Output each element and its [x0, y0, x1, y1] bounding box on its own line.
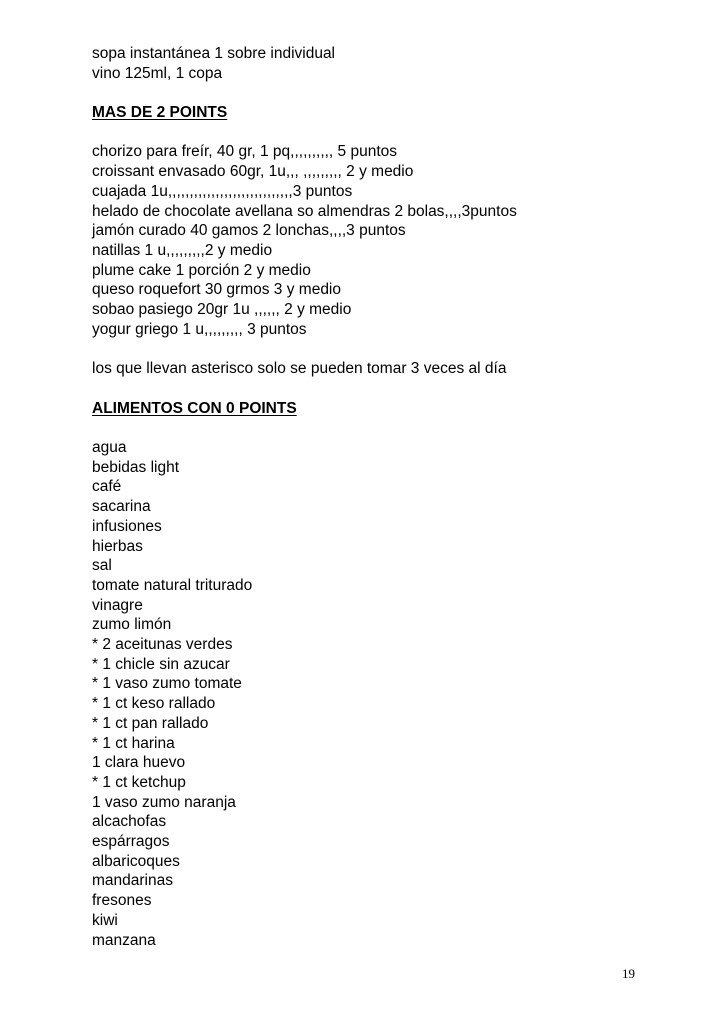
- spacer: [92, 418, 672, 438]
- intro-line: vino 125ml, 1 copa: [92, 64, 223, 82]
- list-item: croissant envasado 60gr, 1u,,, ,,,,,,,,, 2 y medio: [92, 163, 414, 181]
- list-item: yogur griego 1 u,,,,,,,,, 3 puntos: [92, 320, 307, 338]
- list-item: bebidas light: [92, 458, 180, 476]
- list-item: tomate natural triturado: [92, 576, 253, 594]
- intro-line: sopa instantánea 1 sobre individual: [92, 45, 336, 62]
- list-item: fresones: [92, 892, 152, 910]
- list-item: plume cake 1 porción 2 y medio: [92, 261, 311, 279]
- list-item: albaricoques: [92, 852, 180, 870]
- list-item: mandarinas: [92, 872, 173, 890]
- list-item: hierbas: [92, 537, 143, 555]
- list-item: * 2 aceitunas verdes: [92, 636, 233, 654]
- list-item: sacarina: [92, 498, 151, 516]
- list-item: agua: [92, 438, 127, 456]
- list-item: * 1 chicle sin azucar: [92, 655, 230, 673]
- list-item: natillas 1 u,,,,,,,,,2 y medio: [92, 242, 273, 259]
- list-mas-de-2-points: [92, 142, 672, 339]
- list-item: jamón curado 40 gamos 2 lonchas,,,,3 puntos: [92, 222, 406, 240]
- list-item: kiwi: [92, 911, 118, 929]
- list-item: sobao pasiego 20gr 1u ,,,,,, 2 y medio: [92, 301, 352, 319]
- list-item: queso roquefort 30 grmos 3 y medio: [92, 281, 341, 299]
- document-body: [92, 44, 672, 950]
- list-item: café: [92, 478, 122, 496]
- list-item: cuajada 1u,,,,,,,,,,,,,,,,,,,,,,,,,,,,,3 puntos: [92, 182, 353, 200]
- asterisk-note: los que llevan asterisco solo se pueden tomar 3 veces al día: [92, 360, 507, 378]
- spacer: [92, 379, 672, 399]
- list-item: sal: [92, 557, 112, 575]
- list-item: 1 vaso zumo naranja: [92, 793, 236, 811]
- section-heading-mas-de-2-points: MAS DE 2 POINTS: [92, 104, 228, 122]
- list-item: helado de chocolate avellana so almendras 2 bolas,,,,3puntos: [92, 202, 517, 220]
- list-item: alcachofas: [92, 813, 167, 831]
- page-number: 19: [622, 966, 635, 981]
- list-item: chorizo para freír, 40 gr, 1 pq,,,,,,,,,, 5 puntos: [92, 143, 398, 161]
- list-item: manzana: [92, 931, 156, 949]
- list-item: infusiones: [92, 517, 162, 535]
- list-item: 1 clara huevo: [92, 754, 186, 772]
- list-alimentos-0-points: [92, 438, 672, 950]
- list-item: * 1 ct keso rallado: [92, 695, 216, 713]
- spacer: [92, 123, 672, 143]
- list-item: vinagre: [92, 596, 143, 614]
- list-item: * 1 ct pan rallado: [92, 714, 209, 732]
- list-item: * 1 ct harina: [92, 734, 175, 752]
- spacer: [92, 83, 672, 103]
- spacer: [92, 340, 672, 360]
- section-heading-alimentos-0-points: ALIMENTOS CON 0 POINTS: [92, 399, 297, 417]
- list-item: espárragos: [92, 833, 170, 851]
- list-item: * 1 vaso zumo tomate: [92, 675, 242, 693]
- list-item: zumo limón: [92, 616, 172, 634]
- list-item: * 1 ct ketchup: [92, 773, 186, 791]
